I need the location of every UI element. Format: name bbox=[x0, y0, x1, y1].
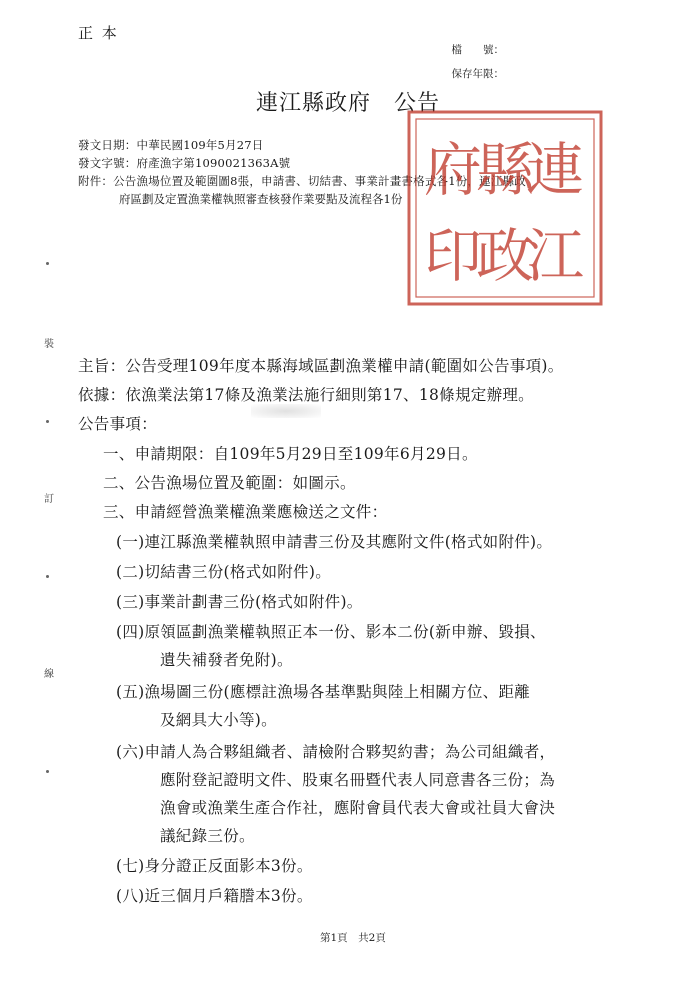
sub-item-4-line-1: (四)原領區劃漁業權執照正本一份、影本二份(新申辦、毀損、 bbox=[116, 623, 546, 641]
sub-item-4-line-2: 遺失補發者免附)。 bbox=[160, 651, 293, 669]
sub-item-1: (一)連江縣漁業權執照申請書三份及其應附文件(格式如附件)。 bbox=[116, 533, 553, 551]
basis-line: 依據：依漁業法第17條及漁業法施行細則第17、18條規定辦理。 bbox=[78, 386, 534, 404]
seal-char-1: 連 bbox=[525, 136, 585, 204]
subject-line: 主旨：公告受理109年度本縣海域區劃漁業權申請(範圍如公告事項)。 bbox=[78, 357, 564, 375]
seal-char-3: 府 bbox=[423, 136, 483, 204]
binding-dot bbox=[46, 575, 49, 578]
seal-char-5: 政 bbox=[475, 222, 535, 290]
item-1: 一、申請期限：自109年5月29日至109年6月29日。 bbox=[103, 445, 478, 463]
issue-date: 發文日期：中華民國109年5月27日 bbox=[78, 138, 264, 152]
retention-period-label: 保存年限： bbox=[451, 68, 504, 80]
binding-dot bbox=[46, 420, 49, 423]
sub-item-2: (二)切結書三份(格式如附件)。 bbox=[116, 563, 331, 581]
document-title: 連江縣政府 公告 bbox=[256, 91, 441, 116]
original-copy-label: 正 本 bbox=[78, 24, 119, 42]
sub-item-5-line-1: (五)漁場圖三份(應標註漁場各基準點與陸上相關方位、距離 bbox=[116, 683, 531, 701]
seal-char-2: 縣 bbox=[475, 136, 535, 204]
sub-item-3: (三)事業計劃書三份(格式如附件)。 bbox=[116, 593, 363, 611]
binding-dot bbox=[46, 770, 49, 773]
sub-item-5-line-2: 及網具大小等)。 bbox=[160, 711, 277, 729]
sub-item-6-line-1: (六)申請人為合夥組織者、請檢附合夥契約書；為公司組織者， bbox=[116, 743, 556, 761]
item-3: 三、申請經營漁業權漁業應檢送之文件： bbox=[103, 503, 388, 521]
seal-char-4: 江 bbox=[525, 222, 585, 290]
scan-smudge bbox=[251, 404, 321, 418]
binding-mark-1: 裝 bbox=[44, 339, 54, 350]
official-seal-stamp bbox=[405, 108, 605, 308]
attachments-line-2: 府區劃及定置漁業權執照審查核發作業要點及流程各1份 bbox=[119, 192, 403, 206]
sub-item-8: (八)近三個月戶籍謄本3份。 bbox=[116, 887, 313, 905]
sub-item-6-line-3: 漁會或漁業生產合作社，應附會員代表大會或社員大會決 bbox=[160, 799, 556, 817]
sub-item-6-line-4: 議紀錄三份。 bbox=[160, 827, 255, 845]
item-2: 二、公告漁場位置及範圍：如圖示。 bbox=[103, 474, 356, 492]
binding-mark-3: 線 bbox=[44, 669, 54, 680]
announcement-heading: 公告事項： bbox=[78, 415, 158, 433]
binding-mark-2: 訂 bbox=[44, 494, 54, 505]
attachments-line-1: 附件：公告漁場位置及範圍圖8張，申請書、切結書、事業計畫書格式各1份，連江縣政 bbox=[78, 174, 526, 188]
sub-item-6-line-2: 應附登記證明文件、股東名冊暨代表人同意書各三份；為 bbox=[160, 771, 556, 789]
page-number: 第1頁 共2頁 bbox=[320, 932, 386, 944]
seal-char-6: 印 bbox=[423, 222, 483, 290]
document-number: 發文字號：府產漁字第1090021363A號 bbox=[78, 156, 291, 170]
file-number-label: 檔 號： bbox=[451, 44, 504, 56]
binding-dot bbox=[46, 262, 49, 265]
sub-item-7: (七)身分證正反面影本3份。 bbox=[116, 857, 313, 875]
